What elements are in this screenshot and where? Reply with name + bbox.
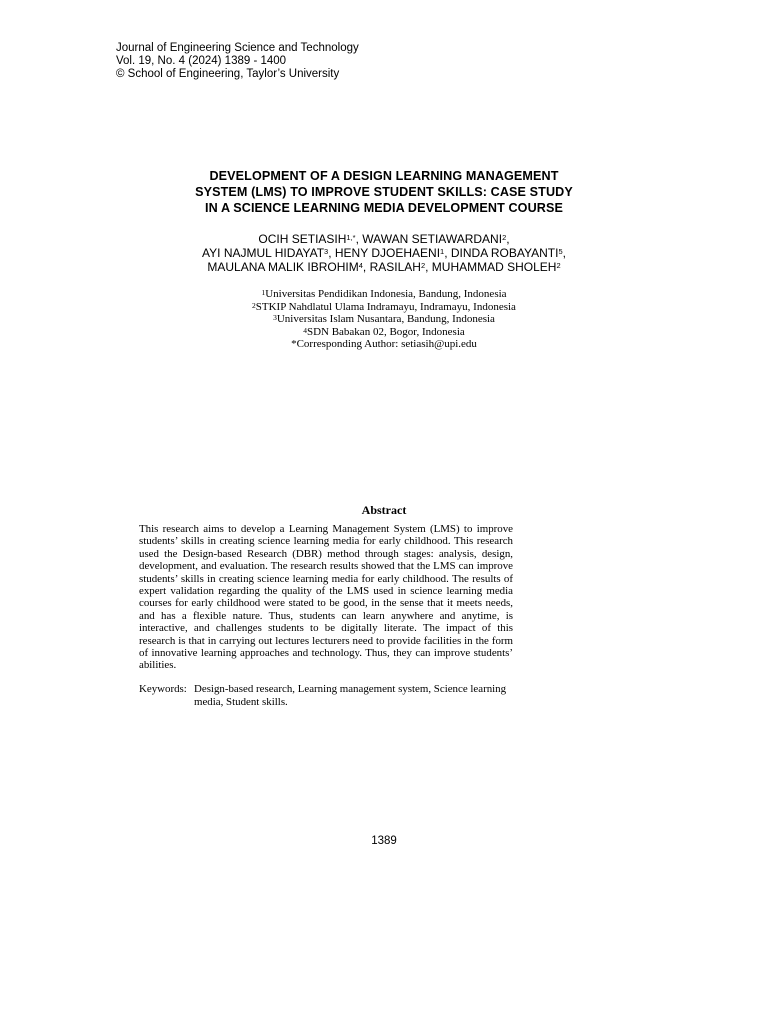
author-affiliation-marker: 1 bbox=[440, 247, 445, 256]
journal-header bbox=[116, 42, 359, 81]
page-number: 1389 bbox=[371, 835, 397, 847]
author-separator: , bbox=[362, 260, 370, 274]
abstract-body: This research aims to develop a Learning Management System (LMS) to improve students’ skills in creating science learning media for early childhood. This research used the Design-based Research (DBR) method through stages: analysis, design, development, and evaluation. The research results showed that the LMS can improve students’ skills in creating science learning media for early childhood. The results of expert validation regarding the quality of the LMS used in science learning media courses for early childhood were stated to be good, in the sense that it meets needs, and has a flexible nature. Thus, students can learn anywhere and anytime, is interactive, and challenges students to be digitally literate. The impact of this research is that in carrying out lectures lecturers need to provide facilities in the form of innovative learning approaches and technology. Thus, they can improve students’ abilities. bbox=[139, 523, 513, 672]
author-separator: , bbox=[355, 232, 363, 246]
author-name: RASILAH bbox=[369, 260, 421, 274]
corresponding-author: *Corresponding Author: setiasih@upi.edu bbox=[291, 338, 477, 350]
author-affiliation-marker: 2 bbox=[556, 261, 561, 270]
author-name: HENY DJOEHAENI bbox=[334, 246, 441, 260]
keywords-label: Keywords: bbox=[139, 683, 187, 695]
author-separator: , bbox=[444, 246, 451, 260]
affiliation-list bbox=[84, 288, 684, 351]
journal-volume: Vol. 19, No. 4 (2024) 1389 - 1400 bbox=[116, 55, 287, 67]
paper-title-line-3: IN A SCIENCE LEARNING MEDIA DEVELOPMENT COURSE bbox=[205, 201, 563, 215]
author-separator: , bbox=[562, 246, 566, 260]
author-name: OCIH SETIASIH bbox=[258, 232, 347, 246]
author-name: AYI NAJMUL HIDAYAT bbox=[202, 246, 325, 260]
author-name: DINDA ROBAYANTI bbox=[450, 246, 559, 260]
affiliation-marker: 1 bbox=[261, 288, 266, 297]
affiliation-marker: 3 bbox=[273, 313, 277, 322]
affiliation-text: Universitas Pendidikan Indonesia, Bandung, Indonesia bbox=[265, 288, 507, 300]
affiliation-text: Universitas Islam Nusantara, Bandung, Indonesia bbox=[276, 313, 495, 325]
affiliation-marker: 4 bbox=[303, 325, 307, 335]
abstract-heading: Abstract bbox=[361, 503, 407, 517]
paper-title-line-2: SYSTEM (LMS) TO IMPROVE STUDENT SKILLS: CASE STUDY bbox=[195, 185, 573, 199]
affiliation-marker: 2 bbox=[252, 300, 256, 310]
author-name: MAULANA MALIK IBROHIM bbox=[207, 260, 359, 274]
affiliation-text: STKIP Nahdlatul Ulama Indramayu, Indramayu, Indonesia bbox=[255, 300, 516, 313]
author-line-3 bbox=[84, 260, 684, 274]
author-affiliation-marker: 4 bbox=[358, 261, 363, 270]
paper-title bbox=[100, 168, 668, 216]
author-separator: , bbox=[506, 232, 510, 246]
author-separator: , bbox=[328, 246, 335, 260]
author-list bbox=[84, 232, 684, 274]
affiliation-item bbox=[84, 313, 684, 326]
paper-title-line-1: DEVELOPMENT OF A DESIGN LEARNING MANAGEMENT bbox=[209, 169, 559, 183]
author-affiliation-marker: 5 bbox=[558, 247, 563, 256]
author-separator: , bbox=[425, 260, 432, 274]
affiliation-item bbox=[84, 326, 684, 339]
author-line-1 bbox=[84, 232, 684, 246]
affiliation-item bbox=[84, 301, 684, 314]
author-name: WAWAN SETIAWARDANI bbox=[362, 232, 503, 246]
journal-name: Journal of Engineering Science and Technology bbox=[116, 42, 359, 54]
keywords-text: Design-based research, Learning management system, Science learning media, Student skills. bbox=[194, 683, 507, 708]
affiliation-item bbox=[84, 288, 684, 301]
affiliation-text: SDN Babakan 02, Bogor, Indonesia bbox=[306, 325, 465, 338]
author-affiliation-marker: 2 bbox=[502, 233, 507, 242]
journal-copyright: © School of Engineering, Taylor’s University bbox=[116, 68, 340, 80]
author-name: MUHAMMAD SHOLEH bbox=[431, 260, 557, 274]
author-affiliation-marker: 1,* bbox=[346, 233, 356, 242]
keywords bbox=[139, 683, 513, 709]
author-affiliation-marker: 3 bbox=[324, 247, 329, 256]
author-line-2 bbox=[84, 246, 684, 260]
author-affiliation-marker: 2 bbox=[420, 261, 426, 270]
